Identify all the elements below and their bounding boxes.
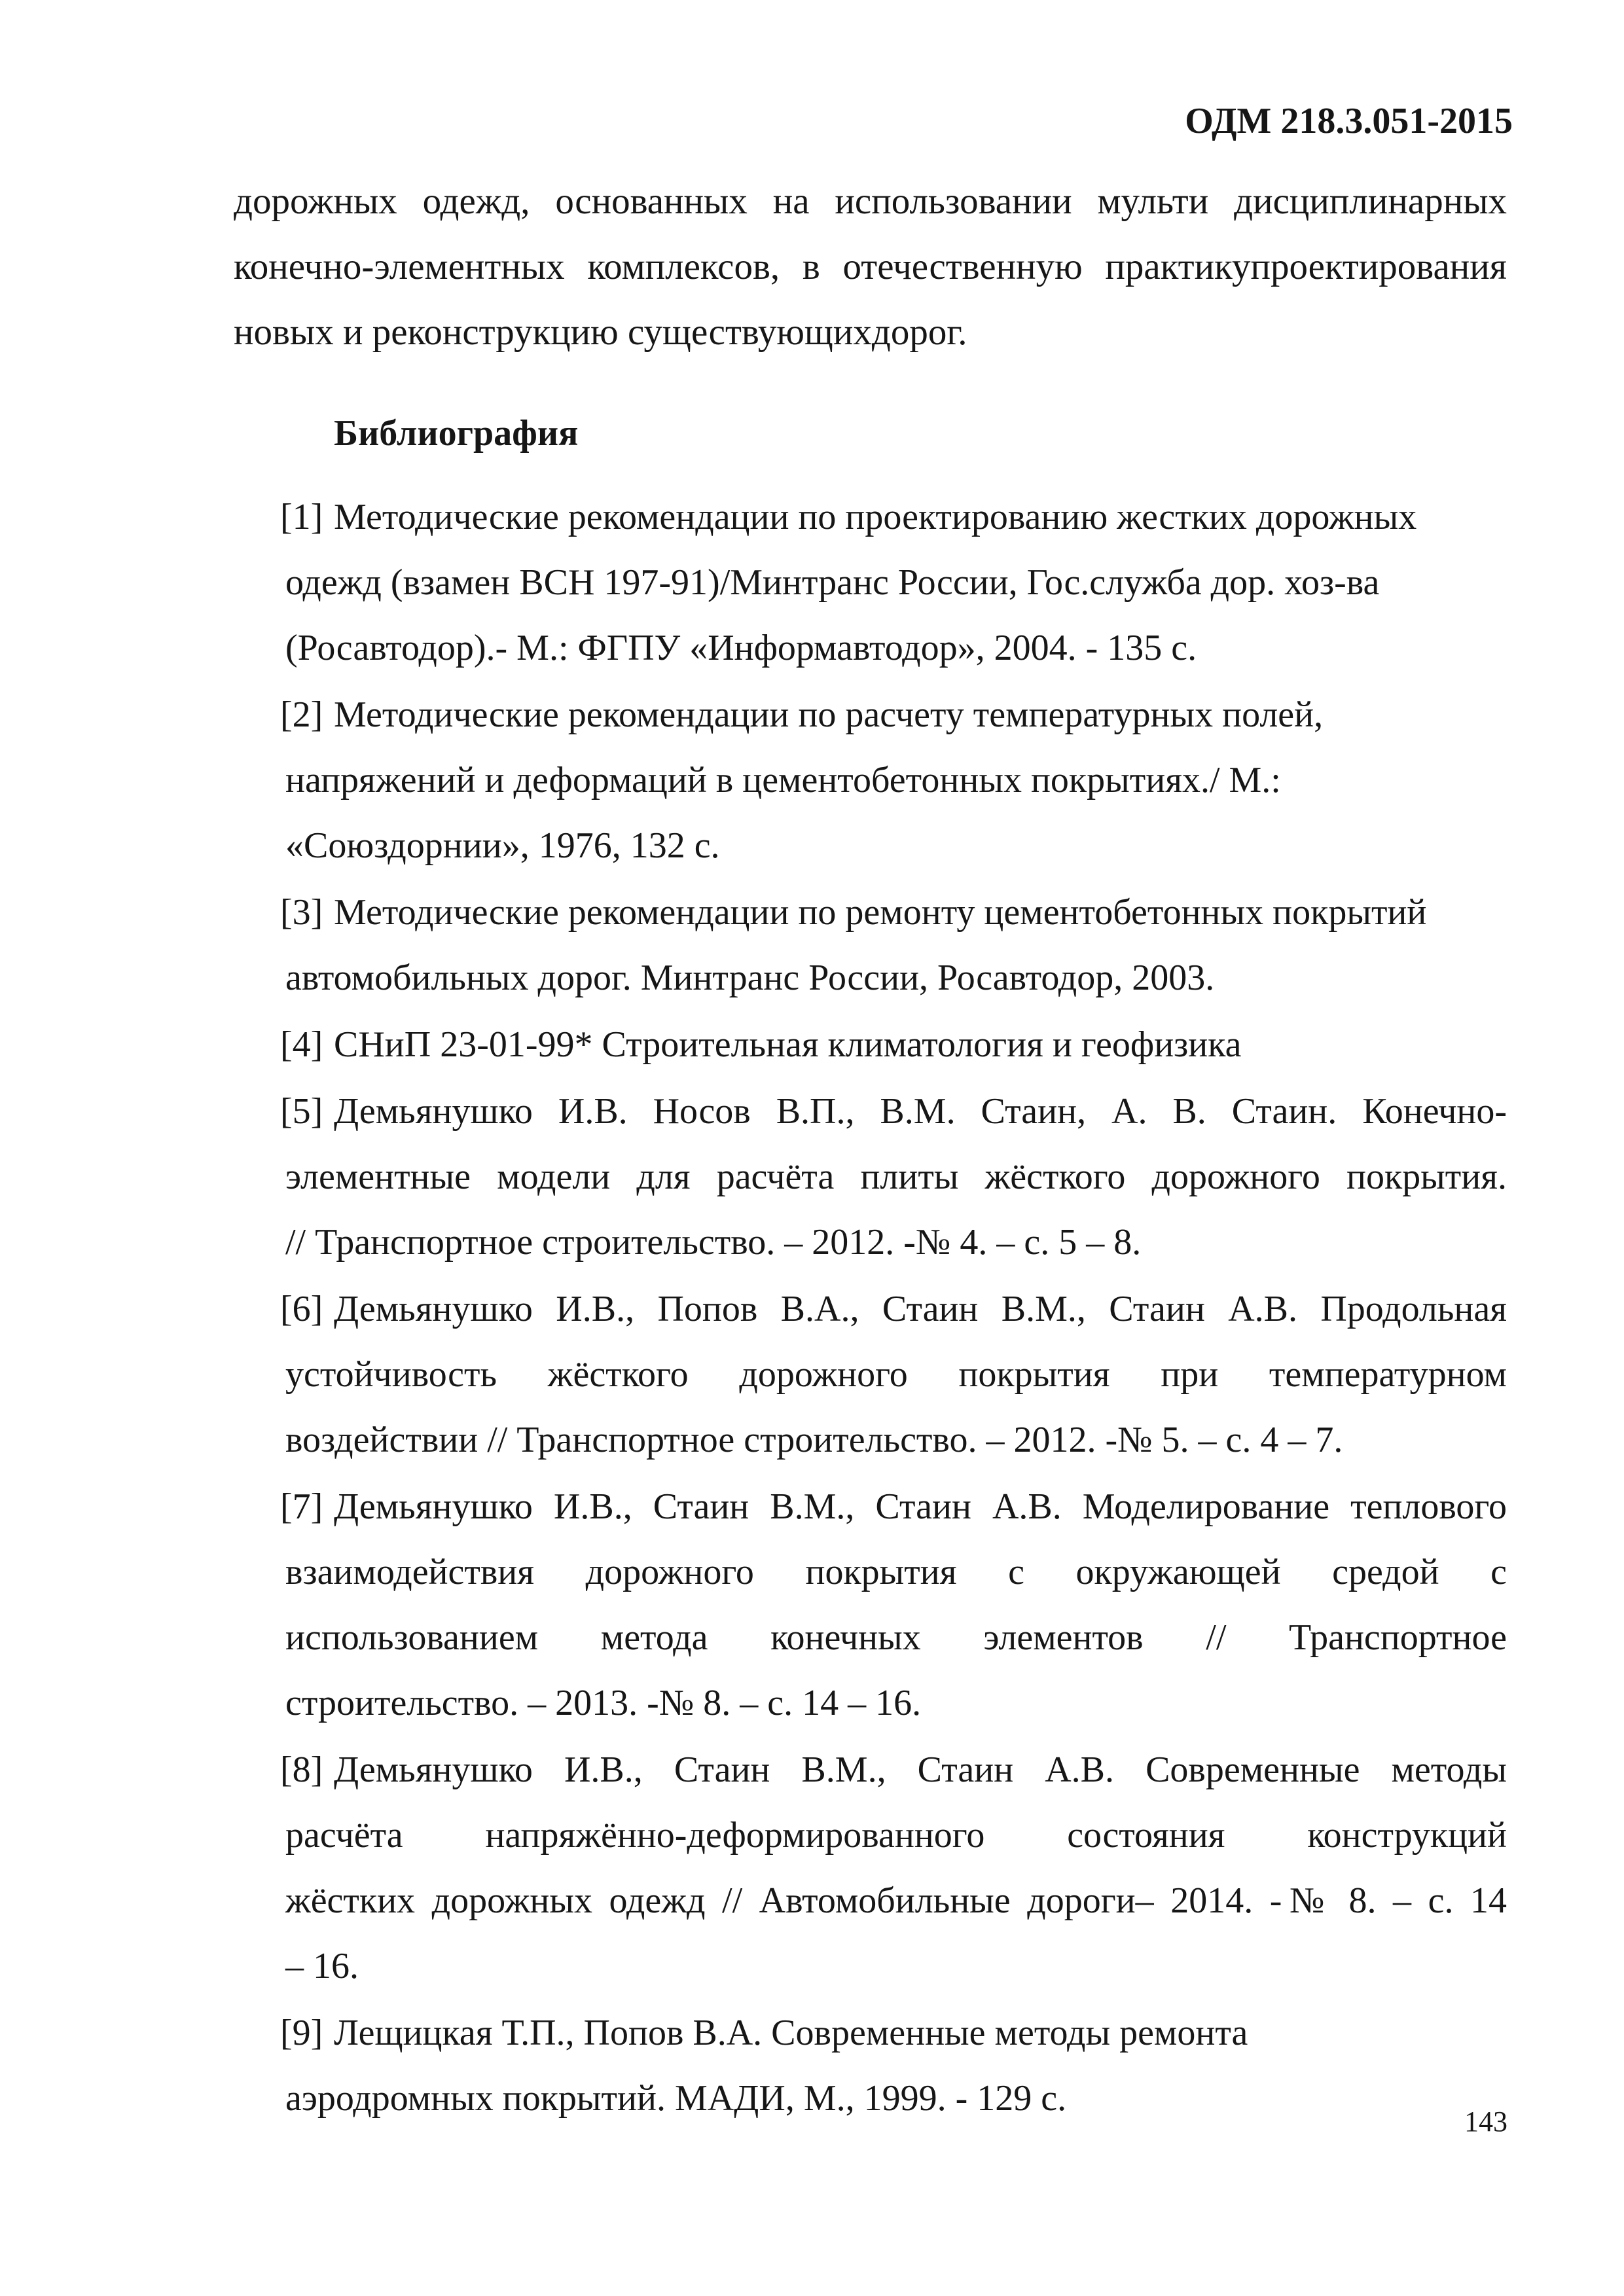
intro-line: новых и реконструкцию существующихдорог. [234,312,967,353]
reference-item-7 [280,1474,1507,1736]
reference-line: – 16. [285,1946,359,1986]
reference-line: // Транспортное строительство. – 2012. -№ 4. – с. 5 – 8. [285,1222,1142,1263]
reference-number: [1] [280,497,323,537]
document-code-header: ОДМ 218.3.051-2015 [1185,101,1513,141]
reference-number: [2] [280,694,323,735]
reference-line: жёстких дорожных одежд // Автомобильные дороги– 2014. -№ 8. – с. 14 [285,1880,1507,1921]
reference-line: Демьянушко И.В., Попов В.А., Стаин В.М., Стаин А.В. Продольная [334,1289,1507,1329]
reference-line: Демьянушко И.В., Стаин В.М., Стаин А.В. Моделирование теплового [334,1486,1507,1527]
reference-line: Демьянушко И.В. Носов В.П., В.М. Стаин, А. В. Стаин. Конечно- [334,1091,1507,1132]
reference-line: строительство. – 2013. -№ 8. – с. 14 – 16. [285,1683,922,1723]
reference-line: «Союздорнии», 1976, 132 с. [285,825,720,866]
reference-line: (Росавтодор).- М.: ФГПУ «Информавтодор», 2004. - 135 с. [285,628,1197,668]
reference-line: СНиП 23-01-99* Строительная климатология и геофизика [334,1024,1242,1065]
intro-line: конечно-элементных комплексов, в отечественную практикупроектирования [234,246,1507,287]
reference-text [285,1276,1507,1473]
reference-line: элементные модели для расчёта плиты жёсткого дорожного покрытия. [285,1157,1507,1197]
reference-item-2 [280,682,1507,878]
reference-text [285,1079,1507,1275]
reference-item-1 [280,484,1507,681]
reference-number: [8] [280,1749,323,1790]
reference-line: Методические рекомендации по проектированию жестких дорожных [334,497,1417,537]
reference-number: [4] [280,1024,323,1065]
page-number: 143 [1464,2106,1507,2138]
reference-item-4 [280,1012,1507,1077]
reference-text [285,484,1507,681]
reference-number: [6] [280,1289,323,1329]
reference-number: [9] [280,2013,323,2053]
reference-line: Демьянушко И.В., Стаин В.М., Стаин А.В. Современные методы [334,1749,1507,1790]
reference-line: Лещицкая Т.П., Попов В.А. Современные методы ремонта [334,2013,1248,2053]
intro-line: дорожных одежд, основанных на использовании мульти дисциплинарных [234,181,1507,222]
reference-line: одежд (взамен ВСН 197-91)/Минтранс России, Гос.служба дор. хоз-ва [285,562,1380,603]
reference-number: [3] [280,892,323,933]
reference-item-6 [280,1276,1507,1473]
reference-line: Методические рекомендации по ремонту цементобетонных покрытий [334,892,1427,933]
reference-line: аэродромных покрытий. МАДИ, М., 1999. - 129 с. [285,2078,1067,2119]
reference-text [285,880,1507,1011]
reference-line: автомобильных дорог. Минтранс России, Росавтодор, 2003. [285,958,1215,998]
reference-item-5 [280,1079,1507,1275]
reference-line: воздействии // Транспортное строительство. – 2012. -№ 5. – с. 4 – 7. [285,1420,1343,1460]
reference-line: взаимодействия дорожного покрытия с окружающей средой с [285,1552,1507,1592]
reference-line: устойчивость жёсткого дорожного покрытия при температурном [285,1354,1507,1395]
intro-paragraph [234,169,1507,365]
reference-line: расчёта напряжённо-деформированного состояния конструкций [285,1815,1507,1856]
reference-text [334,1012,1507,1077]
reference-number: [7] [280,1486,323,1527]
reference-item-8 [280,1737,1507,1999]
reference-text [285,1737,1507,1999]
reference-text [285,1474,1507,1736]
bibliography-title: Библиография [334,413,579,454]
reference-number: [5] [280,1091,323,1132]
bibliography-list [280,484,1507,2132]
reference-text [285,682,1507,878]
reference-text [285,2000,1507,2131]
reference-line: использованием метода конечных элементов // Транспортное [285,1617,1507,1658]
reference-line: напряжений и деформаций в цементобетонных покрытиях./ М.: [285,760,1281,800]
reference-item-3 [280,880,1507,1011]
reference-line: Методические рекомендации по расчету температурных полей, [334,694,1324,735]
reference-item-9 [280,2000,1507,2131]
